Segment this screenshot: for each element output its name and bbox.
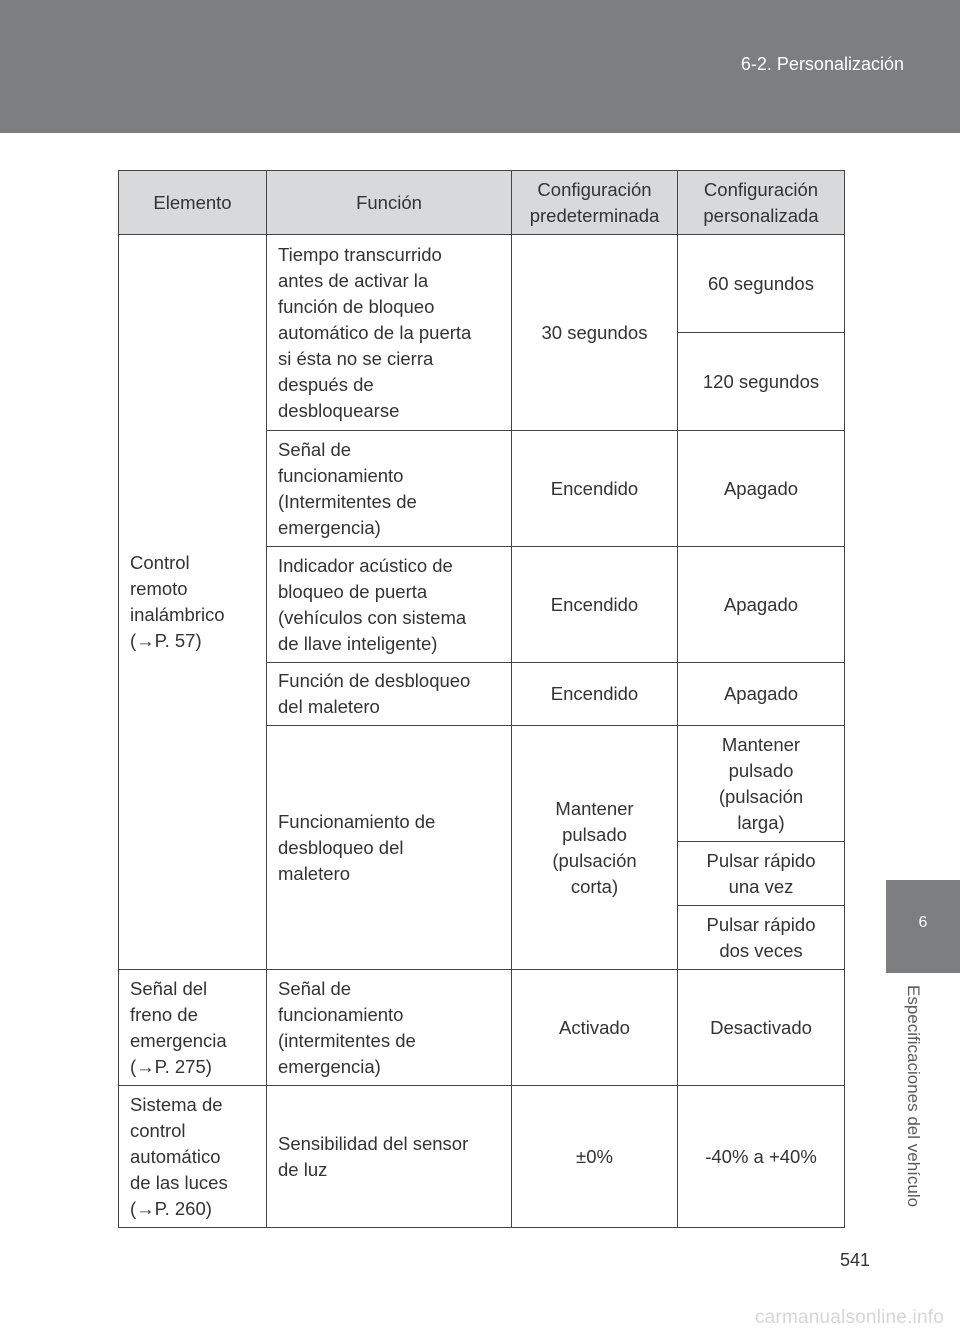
- chapter-number: 6: [918, 914, 928, 931]
- custom-trunk-operation-2: Pulsar rápido una vez: [678, 842, 845, 906]
- function-signal: Señal de funcionamiento (Intermitentes de emergencia): [267, 431, 512, 547]
- watermark: carmanualsonline.info: [754, 1307, 944, 1328]
- default-trunk-unlock: Encendido: [512, 663, 678, 726]
- chapter-title-wrap: [886, 985, 926, 1241]
- default-buzzer: Encendido: [512, 547, 678, 663]
- custom-brake-signal: Desactivado: [678, 970, 845, 1086]
- function-trunk-operation: Funcionamiento de desbloqueo del maletero: [267, 726, 512, 970]
- default-trunk-operation: Mantener pulsado (pulsación corta): [512, 726, 678, 970]
- custom-auto-lights: -40% a +40%: [678, 1086, 845, 1228]
- table-row: [119, 235, 845, 333]
- custom-auto-lock-1: 60 segundos: [678, 235, 845, 333]
- chapter-tab: [886, 880, 960, 973]
- custom-trunk-operation-3: Pulsar rápido dos veces: [678, 906, 845, 970]
- element-brake-signal: Señal del freno de emergencia (→P. 275): [119, 970, 267, 1086]
- function-brake-signal: Señal de funcionamiento (intermitentes de emergencia): [267, 970, 512, 1086]
- table-header-row: [119, 171, 845, 235]
- page-number: 541: [839, 1250, 870, 1270]
- element-wireless-remote: Control remoto inalámbrico (→P. 57): [119, 235, 267, 970]
- table-row: [119, 970, 845, 1086]
- custom-signal: Apagado: [678, 431, 845, 547]
- col-header-default: Configuración predeterminada: [512, 171, 678, 235]
- table-row: [119, 1086, 845, 1228]
- function-auto-lock: Tiempo transcurrido antes de activar la función de bloqueo automático de la puerta si ésta no se cierra después de desbloquearse: [267, 235, 512, 431]
- default-auto-lock: 30 segundos: [512, 235, 678, 431]
- col-header-function: Función: [267, 171, 512, 235]
- section-title: 6-2. Personalización: [740, 54, 904, 74]
- function-buzzer: Indicador acústico de bloqueo de puerta (vehículos con sistema de llave inteligente): [267, 547, 512, 663]
- header-bar: [0, 0, 960, 133]
- element-auto-lights: Sistema de control automático de las luces (→P. 260): [119, 1086, 267, 1228]
- chapter-title: Especificaciones del vehículo: [904, 985, 923, 1208]
- custom-buzzer: Apagado: [678, 547, 845, 663]
- custom-auto-lock-2: 120 segundos: [678, 333, 845, 431]
- default-brake-signal: Activado: [512, 970, 678, 1086]
- col-header-custom: Configuración personalizada: [678, 171, 845, 235]
- function-trunk-unlock: Función de desbloqueo del maletero: [267, 663, 512, 726]
- default-signal: Encendido: [512, 431, 678, 547]
- function-auto-lights: Sensibilidad del sensor de luz: [267, 1086, 512, 1228]
- default-auto-lights: ±0%: [512, 1086, 678, 1228]
- col-header-element: Elemento: [119, 171, 267, 235]
- custom-trunk-unlock: Apagado: [678, 663, 845, 726]
- custom-trunk-operation-1: Mantener pulsado (pulsación larga): [678, 726, 845, 842]
- customization-table: [118, 170, 845, 1228]
